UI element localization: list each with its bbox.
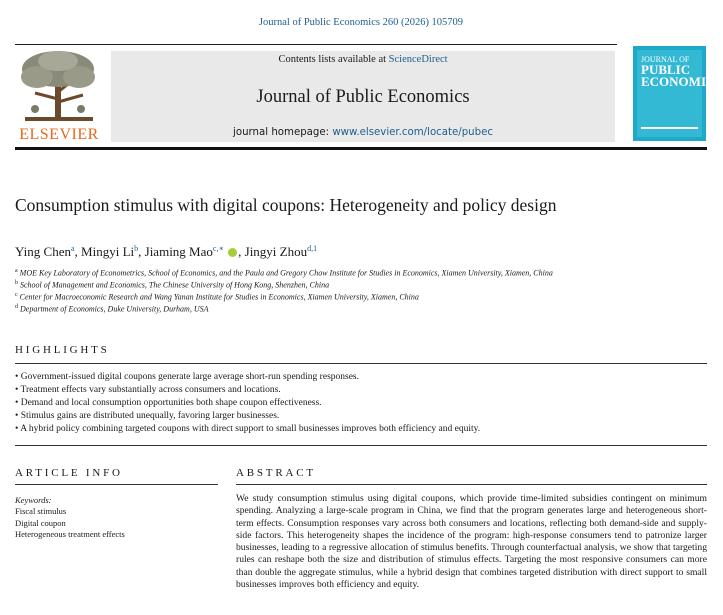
abstract-heading: ABSTRACT [236,467,316,479]
highlight-item: • Stimulus gains are distributed unequally, favoring larger businesses. [15,410,707,423]
elsevier-wordmark[interactable]: ELSEVIER [19,126,99,143]
author-affil-marker[interactable]: c,∗ [212,244,224,253]
author-name[interactable]: Ying Chen [15,244,71,259]
affiliation-text: School of Management and Economics, The Chinese University of Hong Kong, Shenzhen, China [20,280,330,290]
header-divider [15,44,617,45]
keyword-item: Digital coupon [15,517,66,528]
cover-decoration [641,127,698,129]
keyword-item: Fiscal stimulus [15,506,67,516]
affiliation-text: Department of Economics, Duke University, Durham, USA [20,304,209,314]
author-name[interactable]: Jingyi Zhou [244,244,308,259]
abstract-divider [236,484,707,485]
highlights-bottom-divider [15,445,707,446]
contents-prefix: Contents lists available at [278,54,389,65]
article-title: Consumption stimulus with digital coupons: Heterogeneity and policy design [15,195,557,215]
affiliation-text: MOE Key Laboratory of Econometrics, School of Economics, and the Paula and Gregory Chow Institute for Studies in Economics, Xiamen University, Xiamen, China [19,268,553,278]
homepage-link[interactable]: www.elsevier.com/locate/pubec [332,127,493,138]
highlights-heading: HIGHLIGHTS [15,344,110,356]
journal-name[interactable]: Journal of Public Economics [256,87,470,107]
affiliation-text: Center for Macroeconomic Research and Wang Yanan Institute for Studies in Economics, Xiamen University, Xiamen, China [19,292,419,302]
abstract-text: We study consumption stimulus using digital coupons, which provide time-limited subsidies contingent on minimum spending. Analyzing a large-scale program in China, we find that the program generates large and heterogeneous short-term effects. Consumption responses vary across both consumers and locations, reflecting both demand-side and supply-side factors. This heterogeneity shapes the incidence of the program: high-response consumers tend to patronize larger businesses, leading to a regressive allocation of stimulus benefits. Through counterfactual analysis, we show that targeting rules can reshape both the size and distribution of stimulus effects. Targeting the most responsive consumers can more than double the aggregate stimulus, while a hybrid design that combines targeted distribution with direct support to small businesses improves both efficiency and equity. [236,493,707,591]
keywords-list [15,506,125,541]
author-affil-marker[interactable]: b [134,244,139,253]
affiliation [15,304,209,314]
author-list: Ying Chen$^a$, Mingyi Li$^b$, Jiaming Mao$^{c,∗}$ , Jingyi Zhou$^{d,1}$ [15,244,318,259]
author-name[interactable]: Jiaming Mao [144,244,213,259]
article-info-divider [15,484,218,485]
orcid-icon[interactable] [228,248,237,257]
journal-homepage [111,127,615,138]
highlight-item: • Government-issued digital coupons generate large average short-run spending responses. [15,371,707,384]
journal-cover-image[interactable] [633,46,723,141]
keyword-item: Heterogeneous treatment effects [15,529,125,539]
author-affil-marker[interactable]: d,1 [307,244,318,253]
cover-panel [637,50,723,137]
affiliation [15,268,553,278]
affiliation-marker: b [15,280,18,286]
affiliation-marker: a [15,268,18,274]
affiliation-marker: c [15,292,18,298]
cover-title-big2: ECONOMICS [641,74,723,89]
contents-available-line [111,54,615,65]
keywords-label: Keywords: [15,495,52,505]
homepage-prefix: journal homepage: [233,127,333,138]
cover-title-small: JOURNAL OF [641,55,690,64]
highlights-list [15,371,707,436]
sciencedirect-link[interactable]: ScienceDirect [388,54,448,65]
article-info-heading: ARTICLE INFO [15,467,123,479]
cover-title [641,55,723,89]
author-name[interactable]: Mingyi Li [81,244,135,259]
highlights-divider [15,363,707,364]
cover-title-big1: PUBLIC [641,62,691,77]
header-thick-rule [15,147,707,150]
author-affil-marker[interactable]: a [70,244,75,253]
journal-citation[interactable]: Journal of Public Economics 260 (2026) 105709 [258,17,464,28]
affiliation-marker: d [15,304,18,310]
highlight-item: • Treatment effects vary substantially across consumers and locations. [15,384,707,397]
highlight-item: • Demand and local consumption opportunities both shape coupon effectiveness. [15,397,707,410]
highlight-item: • A hybrid policy combining targeted coupons with direct support to small businesses improves both efficiency and equity. [15,423,707,436]
affiliation [15,292,419,302]
affiliation [15,280,329,290]
